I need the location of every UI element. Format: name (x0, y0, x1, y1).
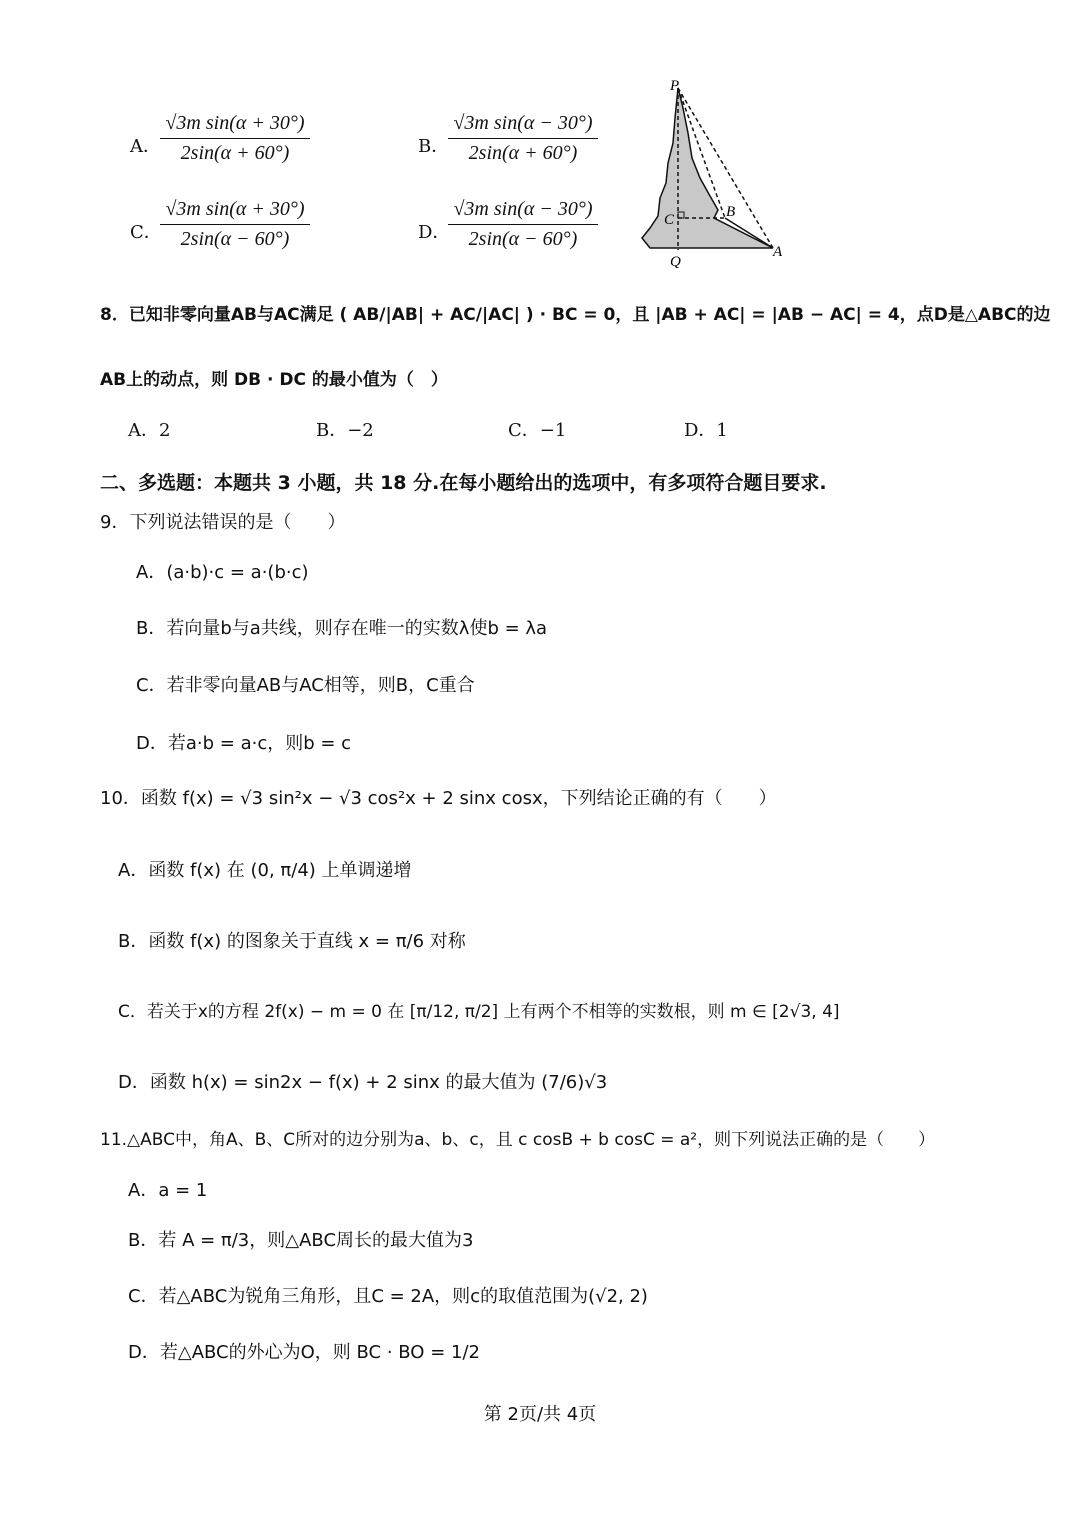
q7-option-b (448, 112, 598, 165)
q11-option-c: C．若△ABC为锐角三角形，且C = 2A，则c的取值范围为(√2, 2) (128, 1286, 648, 1307)
q8-stem-line1: 8．已知非零向量AB与AC满足 ( AB/|AB| + AC/|AC| ) · BC = 0，且 |AB + AC| = |AB − AC| = 4，点D是△ABC的边 (100, 305, 1051, 325)
q8-option-d: D．1 (684, 420, 728, 441)
section-2-heading: 二、多选题：本题共 3 小题，共 18 分.在每小题给出的选项中，有多项符合题目要求. (100, 472, 827, 494)
q7-option-a-numerator: √3m sin(α + 30°) (160, 112, 310, 139)
q8-stem-line2: AB上的动点，则 DB · DC 的最小值为（ ） (100, 370, 448, 390)
q7-option-b-letter: B． (418, 136, 450, 157)
q7-option-a-denominator: 2sin(α + 60°) (180, 142, 290, 164)
q7-option-a-letter: A． (130, 136, 161, 157)
page-footer: 第 2页/共 4页 (483, 1404, 597, 1425)
q7-option-b-denominator: 2sin(α + 60°) (468, 142, 578, 164)
q8-option-c: C．−1 (508, 420, 567, 441)
q7-option-d-numerator: √3m sin(α − 30°) (448, 198, 598, 225)
q7-mountain-figure (630, 78, 800, 268)
q7-option-d-denominator: 2sin(α − 60°) (468, 228, 578, 250)
figure-label-b: B (726, 204, 736, 220)
q9-option-a: A．(a·b)·c = a·(b·c) (136, 562, 309, 583)
q11-option-d: D．若△ABC的外心为O，则 BC · BO = 1/2 (128, 1342, 480, 1363)
q11-stem: 11.△ABC中，角A、B、C所对的边分别为a、b、c，且 c cosB + b cosC = a²，则下列说法正确的是（ ） (100, 1130, 936, 1150)
q7-option-a (160, 112, 310, 165)
figure-label-q: Q (670, 254, 681, 268)
q11-option-a: A．a = 1 (128, 1180, 208, 1201)
q9-option-c: C．若非零向量AB与AC相等，则B，C重合 (136, 675, 475, 696)
q9-stem: 9．下列说法错误的是（ ） (100, 512, 346, 533)
figure-label-a: A (773, 244, 783, 260)
q9-option-b: B．若向量b与a共线，则存在唯一的实数λ使b = λa (136, 618, 548, 639)
q7-option-c-denominator: 2sin(α − 60°) (180, 228, 290, 250)
q11-option-b: B．若 A = π/3，则△ABC周长的最大值为3 (128, 1230, 474, 1251)
q9-option-d: D．若a·b = a·c，则b = c (136, 733, 352, 754)
q7-option-c-letter: C． (130, 222, 162, 243)
q7-option-d-letter: D． (418, 222, 451, 243)
q7-option-c-numerator: √3m sin(α + 30°) (160, 198, 310, 225)
q7-option-b-numerator: √3m sin(α − 30°) (448, 112, 598, 139)
q10-stem: 10．函数 f(x) = √3 sin²x − √3 cos²x + 2 sinx cosx，下列结论正确的有（ ） (100, 788, 777, 809)
q10-option-a: A．函数 f(x) 在 (0, π/4) 上单调递增 (118, 860, 412, 881)
q7-option-d (448, 198, 598, 251)
q8-option-b: B．−2 (316, 420, 374, 441)
q10-option-b: B．函数 f(x) 的图象关于直线 x = π/6 对称 (118, 931, 466, 952)
q8-option-a: A．2 (128, 420, 171, 441)
q7-option-c (160, 198, 310, 251)
q10-option-c: C．若关于x的方程 2f(x) − m = 0 在 [π/12, π/2] 上有两个不相等的实数根，则 m ∈ [2√3, 4] (118, 1002, 840, 1022)
q10-option-d: D．函数 h(x) = sin2x − f(x) + 2 sinx 的最大值为 (7/6)√3 (118, 1072, 608, 1093)
figure-label-p: P (670, 78, 680, 94)
figure-label-c: C (664, 212, 675, 228)
